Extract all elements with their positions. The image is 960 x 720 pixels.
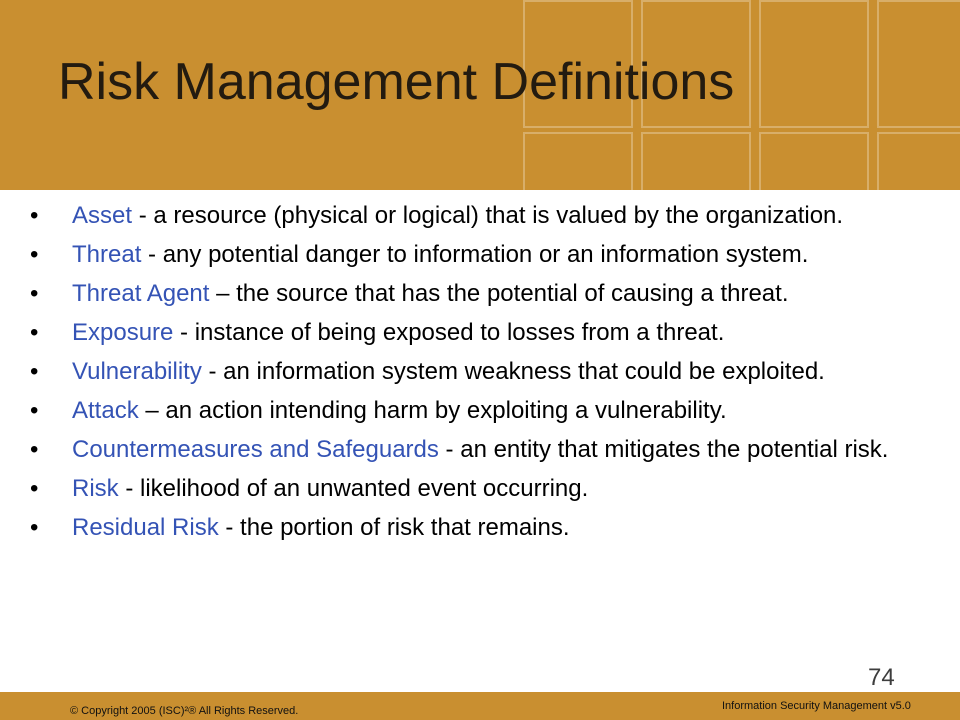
definition-item: [30, 358, 950, 385]
definition-text: - an entity that mitigates the potential risk.: [438, 436, 889, 463]
definition-term: Threat Agent: [72, 280, 210, 307]
course-title: Information Security Management v5.0: [722, 700, 911, 712]
definition-item: [30, 241, 950, 268]
definition-term: Attack: [72, 397, 139, 424]
definition-term: Exposure: [72, 319, 174, 346]
definition-item: [30, 475, 950, 502]
bullet-icon: •: [30, 514, 39, 541]
definition-term: Asset: [72, 202, 133, 229]
definition-term: Threat: [72, 241, 142, 268]
definition-list: [30, 202, 950, 553]
definition-text: - likelihood of an unwanted event occurring.: [118, 475, 589, 502]
decorative-tile: [641, 132, 751, 190]
definition-text: - the portion of risk that remains.: [218, 514, 570, 541]
copyright-text: © Copyright 2005 (ISC)²® All Rights Reserved.: [70, 705, 299, 717]
bullet-icon: •: [30, 436, 39, 463]
header-band: [0, 0, 960, 190]
decorative-tile: [759, 132, 869, 190]
slide-title: Risk Management Definitions: [58, 53, 735, 111]
definition-text: – an action intending harm by exploiting a vulnerability.: [138, 397, 727, 424]
definition-item: [30, 319, 950, 346]
page-number: 74: [868, 664, 895, 691]
bullet-icon: •: [30, 241, 39, 268]
bullet-icon: •: [30, 280, 39, 307]
bullet-icon: •: [30, 319, 39, 346]
definition-text: - a resource (physical or logical) that is valued by the organization.: [132, 202, 844, 229]
definition-item: [30, 280, 950, 307]
bullet-icon: •: [30, 475, 39, 502]
decorative-tile: [759, 0, 869, 128]
definition-item: [30, 436, 950, 463]
bullet-icon: •: [30, 358, 39, 385]
definition-text: – the source that has the potential of causing a threat.: [209, 280, 789, 307]
definition-text: - any potential danger to information or an information system.: [141, 241, 809, 268]
definition-term: Residual Risk: [72, 514, 219, 541]
definition-term: Risk: [72, 475, 119, 502]
decorative-tile: [877, 132, 960, 190]
decorative-tile: [523, 132, 633, 190]
definition-text: - an information system weakness that could be exploited.: [201, 358, 825, 385]
bullet-icon: •: [30, 202, 39, 229]
definition-item: [30, 514, 950, 541]
bullet-icon: •: [30, 397, 39, 424]
definition-term: Vulnerability: [72, 358, 202, 385]
definition-text: - instance of being exposed to losses from a threat.: [173, 319, 725, 346]
decorative-tile: [877, 0, 960, 128]
definition-item: [30, 397, 950, 424]
definition-item: [30, 202, 950, 229]
definition-term: Countermeasures and Safeguards: [72, 436, 439, 463]
